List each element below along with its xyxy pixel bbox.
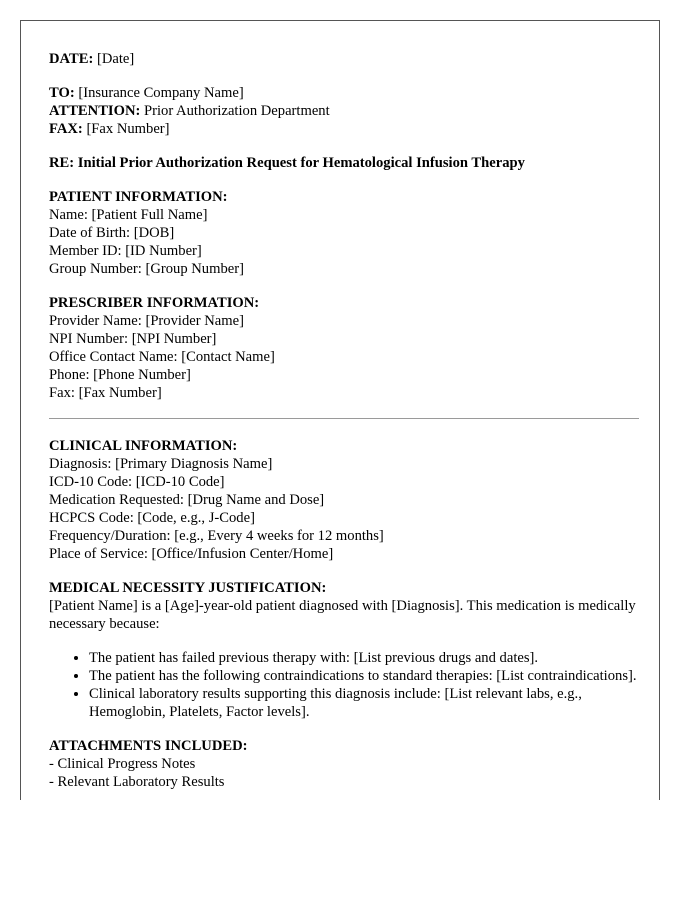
clinical-info-section [49, 437, 639, 563]
prescriber-info-title: PRESCRIBER INFORMATION: [49, 295, 260, 311]
npi-number-line: NPI Number: [NPI Number] [49, 331, 217, 347]
list-item: • The patient has the following contraindications to standard therapies: [List contraindications]. [89, 667, 639, 685]
patient-dob-line: Date of Birth: [DOB] [49, 225, 175, 241]
list-item: • The patient has failed previous therapy with: [List previous drugs and dates]. [89, 649, 639, 667]
patient-member-id-line: Member ID: [ID Number] [49, 243, 202, 259]
list-item: • Clinical laboratory results supporting this diagnosis include: [List relevant labs, e.g., Hemoglobin, Platelets, Factor levels]. [89, 685, 639, 721]
prescriber-fax-line: Fax: [Fax Number] [49, 385, 162, 401]
subject-line: RE: Initial Prior Authorization Request for Hematological Infusion Therapy [49, 155, 525, 171]
prescriber-info-section [49, 294, 639, 402]
medical-necessity-intro: [Patient Name] is a [Age]-year-old patient diagnosed with [Diagnosis]. This medication is medically necessary because: [49, 598, 636, 632]
place-of-service-line: Place of Service: [Office/Infusion Center/Home] [49, 546, 334, 562]
medical-necessity-title: MEDICAL NECESSITY JUSTIFICATION: [49, 580, 327, 596]
clinical-info-title: CLINICAL INFORMATION: [49, 438, 238, 454]
patient-group-number-line: Group Number: [Group Number] [49, 261, 244, 277]
icd10-code-line: ICD-10 Code: [ICD-10 Code] [49, 474, 225, 490]
attachment-progress-notes: - Clinical Progress Notes [49, 756, 196, 772]
prescriber-phone-line: Phone: [Phone Number] [49, 367, 191, 383]
hcpcs-code-line: HCPCS Code: [Code, e.g., J-Code] [49, 510, 255, 526]
date-value: [Date] [96, 51, 135, 67]
date-label: DATE: [49, 51, 94, 67]
attachment-lab-results: - Relevant Laboratory Results [49, 774, 225, 790]
patient-info-title: PATIENT INFORMATION: [49, 189, 228, 205]
attention-label: ATTENTION: [49, 103, 141, 119]
patient-info-section [49, 188, 639, 278]
justification-list [49, 649, 639, 721]
attention-line [49, 102, 639, 120]
date-block [49, 50, 639, 68]
date-line [49, 50, 639, 68]
fax-value: [Fax Number] [86, 121, 170, 137]
attachments-title: ATTACHMENTS INCLUDED: [49, 738, 248, 754]
letter-content [49, 50, 639, 800]
office-contact-line: Office Contact Name: [Contact Name] [49, 349, 275, 365]
section-divider [49, 418, 639, 419]
document-page [20, 20, 660, 800]
to-label: TO: [49, 85, 75, 101]
frequency-duration-line: Frequency/Duration: [e.g., Every 4 weeks for 12 months] [49, 528, 384, 544]
attachments-section [49, 737, 639, 791]
medication-requested-line: Medication Requested: [Drug Name and Dose] [49, 492, 325, 508]
diagnosis-line: Diagnosis: [Primary Diagnosis Name] [49, 456, 273, 472]
to-value: [Insurance Company Name] [78, 85, 244, 101]
fax-line [49, 120, 639, 138]
medical-necessity-section [49, 579, 639, 721]
provider-name-line: Provider Name: [Provider Name] [49, 313, 244, 329]
fax-label: FAX: [49, 121, 83, 137]
patient-name-line: Name: [Patient Full Name] [49, 207, 208, 223]
to-line [49, 84, 639, 102]
recipient-block [49, 84, 639, 138]
attention-value: Prior Authorization Department [144, 103, 330, 119]
